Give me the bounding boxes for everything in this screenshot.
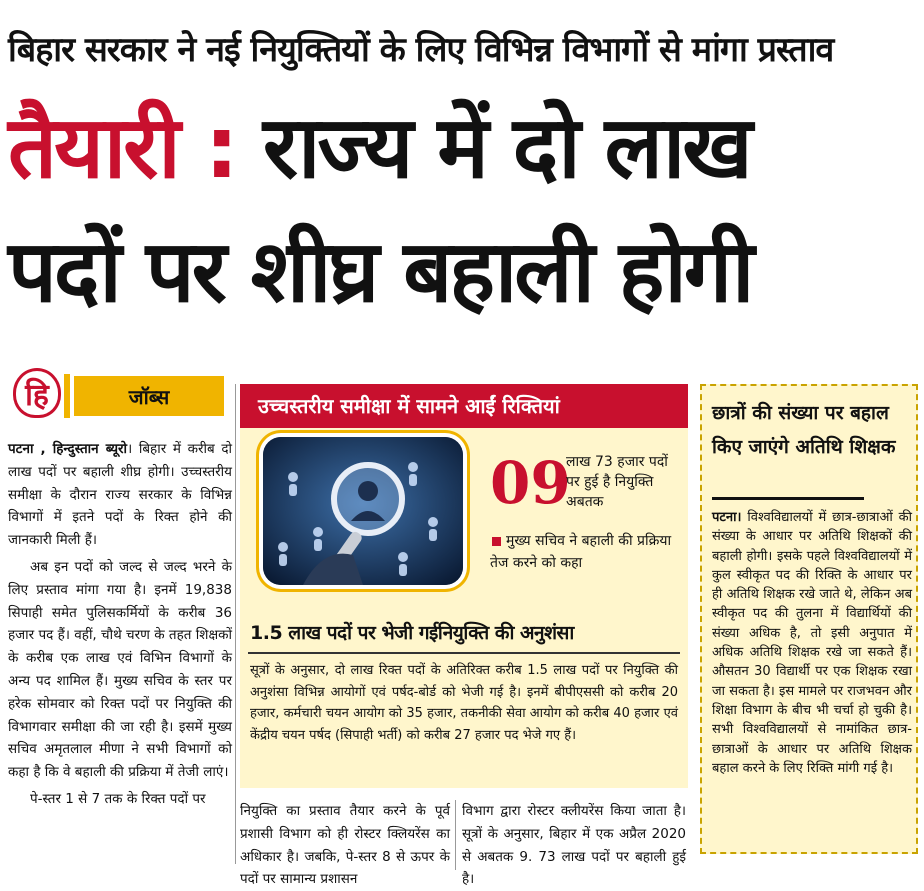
kicker-headline: बिहार सरकार ने नई नियुक्तियों के लिए विभिन्न विभागों से मांगा प्रस्ताव bbox=[8, 30, 834, 70]
sub-body-text: सूत्रों के अनुसार, दो लाख रिक्त पदों के अतिरिक्त करीब 1.5 लाख पदों पर नियुक्ति की अनुशंसा विभिन्न आयोगों एवं पर्षद-बोर्ड को भेजी गई है। इनमें बीपीएससी को करीब 20 हजार, कर्मचारी चयन आयोग को 35 हजार, तकनीकी सेवा आयोग को करीब 40 हजार एवं केंद्रीय चयन पर्षद (सिपाही भर्ती) को करीब 27 हजार पद भेजे गए हैं। bbox=[250, 663, 678, 743]
right-box-headline: छात्रों की संख्या पर बहाल किए जाएंगे अतिथि शिक्षक bbox=[712, 402, 896, 458]
left-paragraph-1 bbox=[8, 438, 232, 552]
magnifier-photo bbox=[263, 437, 463, 585]
main-headline bbox=[8, 88, 918, 336]
middle-column-1: नियुक्ति का प्रस्ताव तैयार करने के पूर्व प्रशासी विभाग को ही रोस्टर क्लियरेंस का अधिकार है। जबकि, पे-स्तर 8 से ऊपर के पदों पर सामान्य प्रशासन bbox=[240, 803, 450, 888]
dateline: पटना , हिन्दुस्तान ब्यूरो bbox=[8, 441, 128, 457]
magnifier-people-icon bbox=[263, 437, 463, 585]
stat-text: लाख 73 हजार पदों पर हुई है नियुक्ति अबतक bbox=[566, 454, 668, 510]
headline-line-2: पदों पर शीघ्र बहाली होगी bbox=[8, 222, 752, 322]
right-box-rule bbox=[712, 497, 864, 500]
headline-tag: तैयारी : bbox=[8, 98, 236, 198]
bullet-text bbox=[490, 530, 680, 574]
center-box-header: उच्चस्तरीय समीक्षा में सामने आईं रिक्तियां bbox=[240, 384, 688, 428]
sub-headline-rule bbox=[248, 652, 680, 654]
section-label: जॉब्स bbox=[74, 376, 224, 416]
sub-headline: 1.5 लाख पदों पर भेजी गईनियुक्ति की अनुशंसा bbox=[250, 622, 574, 644]
left-paragraph-3: पे-स्तर 1 से 7 तक के रिक्त पदों पर bbox=[30, 790, 206, 807]
bullet-text-content: मुख्य सचिव ने बहाली की प्रक्रिया तेज करने को कहा bbox=[490, 533, 672, 571]
left-paragraph-2: अब इन पदों को जल्द से जल्द भरने के लिए प्रस्ताव मांगा गया है। इनमें 19,838 सिपाही समेत पुलिसकर्मियों के करीब 36 हजार पद हैं। वहीं, चौथे चरण के तहत शिक्षकों के करीब एक लाख एवं विभिन विभागों के अन्य पद शामिल हैं। मुख्य सचिव के स्तर पर हरेक सोमवार को रिक्त पदों पर नियुक्ति की विभागवार समीक्षा की जा रही है। इसमें मुख्य सचिव अमृतलाल मीणा ने सभी विभागों को कहा है कि वे बहाली की प्रक्रिया में तेजी लाएं। bbox=[8, 558, 232, 781]
hindustan-logo-icon: हि bbox=[13, 368, 61, 418]
right-dateline: पटना। bbox=[712, 510, 742, 525]
headline-line-1-text: राज्य में दो लाख bbox=[262, 98, 750, 198]
left-column bbox=[8, 438, 232, 815]
column-divider bbox=[455, 800, 456, 870]
headline-line-1 bbox=[8, 88, 918, 212]
right-box-body bbox=[712, 508, 912, 778]
middle-column-2: विभाग द्वारा रोस्टर क्लीयरेंस किया जाता है। सूत्रों के अनुसार, बिहार में एक अप्रैल 2020 से अबतक 9. 73 लाख पदों पर बहाली हुई है। bbox=[462, 803, 686, 888]
left-paragraph-1-text: । बिहार में करीब दो लाख पदों पर बहाली शीघ्र होगी। उच्चस्तरीय समीक्षा के दौरान राज्य सरकार के विभिन्न विभागों में इतने पदों के रिक्त होने की जानकारी मिली हैं। bbox=[8, 441, 232, 549]
stat-number: 09 bbox=[490, 449, 571, 517]
section-tag-bar bbox=[64, 374, 70, 418]
right-body-text: विश्वविद्यालयों में छात्र-छात्राओं की संख्या के आधार पर अतिथि शिक्षकों की बहाली होगी। इसके पहले विश्वविद्यालयों में कुल स्वीकृत पद की रिक्ति के आधार पर ही अतिथि शिक्षक रखे जाते थे, लेकिन अब स्वीकृत पद की तुलना में विद्यार्थियों की संख्या अधिक है, तो इसी अनुपात में अधिक अतिथि शिक्षक रखे जा सकते हैं। औसतन 30 विद्यार्थी पर एक शिक्षक रखा जा सकता है। इस मामले पर राजभवन और शिक्षा विभाग के बीच भी चर्चा हो चुकी है। सभी विश्वविद्यालयों से नामांकित छात्र-छात्राओं के आधार पर अतिथि शिक्षक बहाल करने के लिए रिक्ति मांगी गई है। bbox=[712, 510, 912, 776]
column-divider bbox=[235, 384, 236, 864]
